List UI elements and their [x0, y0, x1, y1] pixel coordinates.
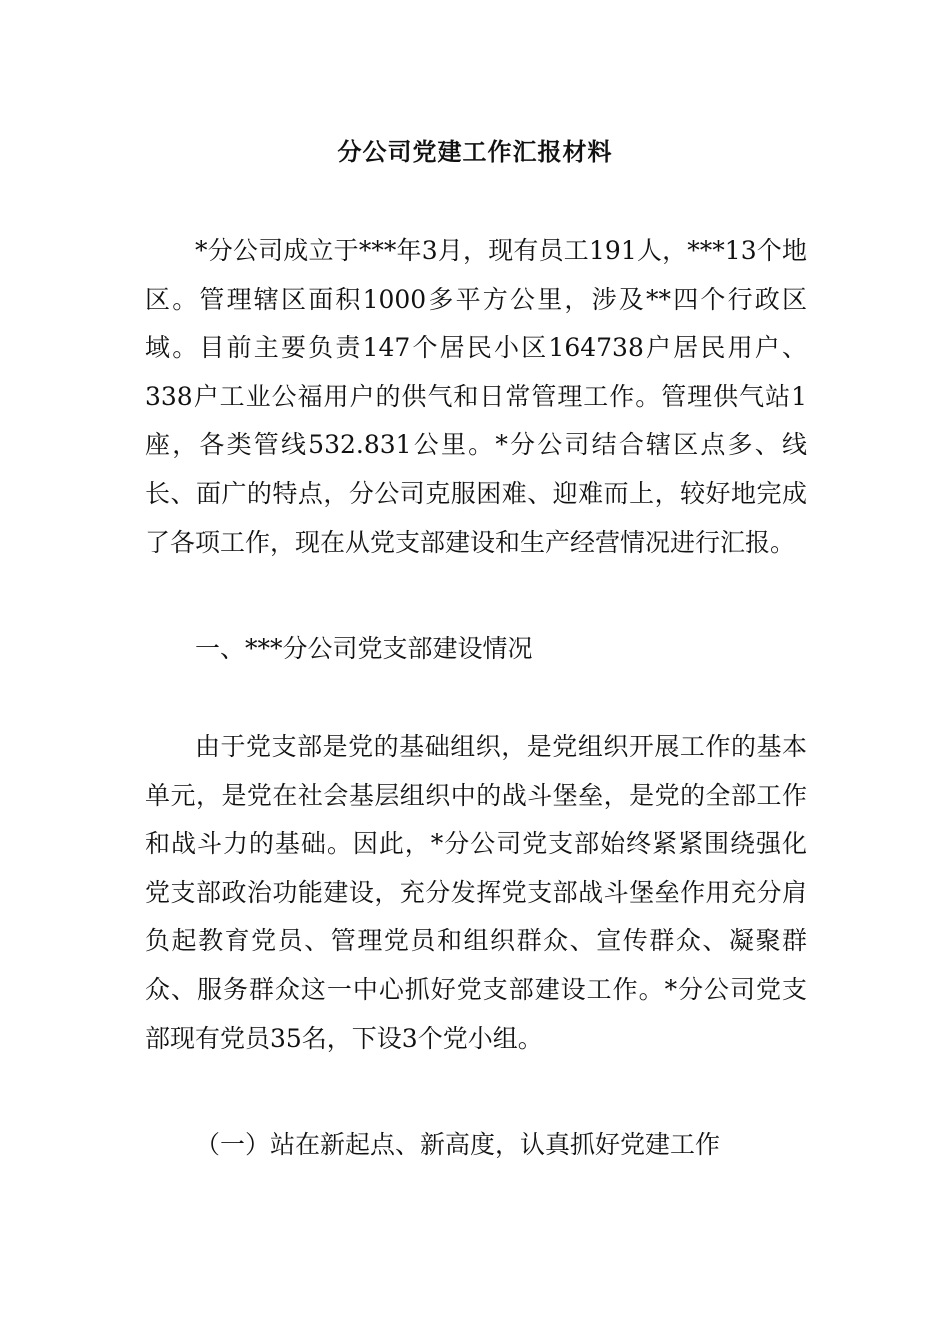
- section-heading-party-branch: 一、***分公司党支部建设情况: [195, 634, 533, 663]
- document-title: 分公司党建工作汇报材料: [337, 137, 613, 166]
- paragraph-party-branch-description: 由于党支部是党的基础组织，是党组织开展工作的基本单元，是党在社会基层组织中的战斗堡垒，是党的全部工作和战斗力的基础。因此，*分公司党支部始终紧紧围绕强化党支部政治功能建设，充分发挥党支部战斗堡垒作用充分肩负起教育党员、管理党员和组织群众、宣传群众、凝聚群众、服务群众这一中心抓好党支部建设工作。*分公司党支部现有党员35名，下设3个党小组。: [145, 732, 807, 1053]
- subsection-heading-party-work: （一）站在新起点、新高度，认真抓好党建工作: [195, 1130, 721, 1159]
- paragraph-company-overview: *分公司成立于***年3月，现有员工191人，***13个地区。管理辖区面积1000多平方公里，涉及**四个行政区域。目前主要负责147个居民小区164738户居民用户、338户工业公福用户的供气和日常管理工作。管理供气站1座，各类管线532.831公里。*分公司结合辖区点多、线长、面广的特点，分公司克服困难、迎难而上，较好地完成了各项工作，现在从党支部建设和生产经营情况进行汇报。: [145, 236, 807, 557]
